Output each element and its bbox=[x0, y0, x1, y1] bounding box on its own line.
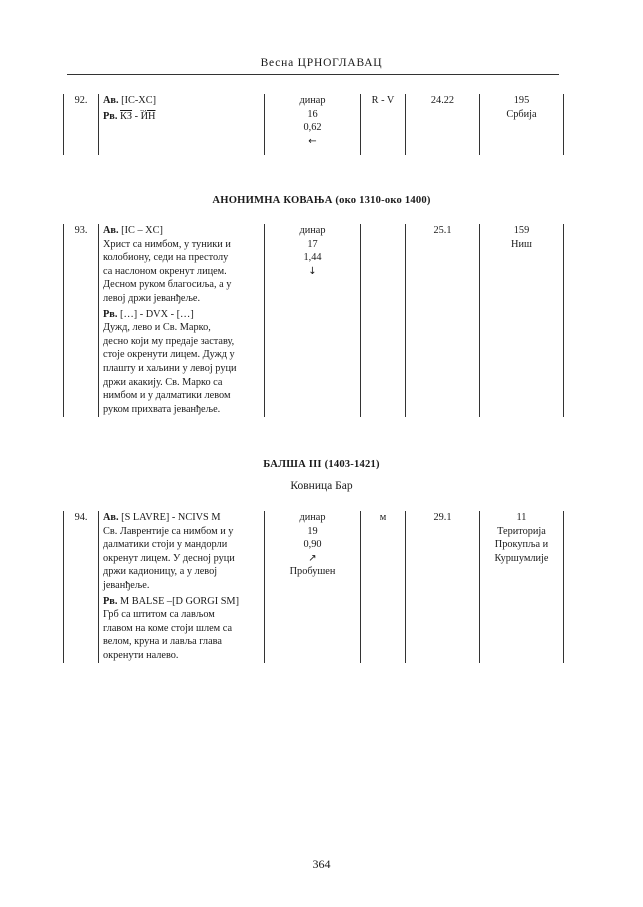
entry-number: 93. bbox=[63, 224, 98, 417]
obverse-label: Ав. bbox=[103, 512, 119, 523]
entry-number: 94. bbox=[63, 511, 98, 663]
reverse-line: Дужд, лево и Св. Марко, bbox=[103, 322, 211, 334]
obverse-line: Св. Лаврентије са нимбом и у bbox=[103, 525, 234, 537]
provenance-cell bbox=[479, 224, 564, 417]
provenance-place: Прокупља и bbox=[494, 539, 549, 551]
section-title-balsha: БАЛША III (1403-1421) bbox=[263, 459, 380, 470]
section-subtitle-mint: Ковница Бар bbox=[290, 480, 353, 492]
reverse-line: велом, круна и лавља глава bbox=[103, 636, 222, 648]
reverse-line: десно који му предаје заставу, bbox=[103, 335, 235, 347]
description-cell bbox=[98, 511, 264, 663]
provenance-number: 11 bbox=[516, 512, 527, 523]
reference-cell: 24.22 bbox=[405, 94, 479, 155]
catalog-entry-92 bbox=[63, 94, 564, 155]
weight-b: 1,44 bbox=[303, 252, 322, 264]
obverse-line: држи кадионицу, а у левој bbox=[103, 566, 218, 578]
reverse-line: плашту и хаљини у левој руци bbox=[103, 362, 237, 374]
entry-number: 92. bbox=[63, 94, 98, 155]
rarity-cell: R - V bbox=[360, 94, 405, 155]
obverse-line: окренут лицем. У десној руци bbox=[103, 552, 235, 564]
rarity-cell: м bbox=[360, 511, 405, 663]
provenance-place: Територија bbox=[497, 525, 546, 537]
provenance-number: 159 bbox=[513, 225, 530, 236]
arrow-down-icon: ↓ bbox=[308, 265, 317, 277]
header-rule bbox=[67, 74, 559, 75]
reverse-line: стоје окренути лицем. Дужд у bbox=[103, 349, 235, 361]
reverse-line: главом на коме стоји шлем са bbox=[103, 622, 233, 634]
weight-a: 16 bbox=[307, 108, 318, 120]
reverse-legend: M BALSE –[D GORGI SM] bbox=[120, 595, 240, 607]
reverse-label: Рв. bbox=[103, 595, 118, 607]
obverse-legend: [IC-XC] bbox=[121, 95, 157, 106]
table-row bbox=[63, 511, 564, 663]
denomination: динар bbox=[299, 512, 326, 523]
provenance-place: Србија bbox=[506, 108, 537, 120]
rarity-cell bbox=[360, 224, 405, 417]
obverse-line: колобиону, седи на престолу bbox=[103, 252, 229, 264]
obverse-label: Ав. bbox=[103, 225, 119, 236]
arrow-left-icon: ← bbox=[308, 135, 317, 147]
provenance-cell bbox=[479, 511, 564, 663]
provenance-number: 195 bbox=[513, 95, 530, 106]
denomination: динар bbox=[299, 95, 326, 106]
reference-cell: 25.1 bbox=[405, 224, 479, 417]
table-row bbox=[63, 94, 564, 155]
reverse-line: нимбом и у далматики левом bbox=[103, 390, 231, 402]
weight-a: 17 bbox=[307, 238, 318, 250]
obverse-legend: [IC – XC] bbox=[121, 225, 163, 236]
obverse-line: јеванђеље. bbox=[103, 579, 150, 591]
reference-cell: 29.1 bbox=[405, 511, 479, 663]
obverse-line: Десном руком благосиља, а у bbox=[103, 279, 232, 291]
reverse-line: држи акакију. Св. Марко са bbox=[103, 376, 223, 388]
provenance-cell bbox=[479, 94, 564, 155]
weight-a: 19 bbox=[307, 525, 318, 537]
provenance-place: Ниш bbox=[511, 238, 532, 250]
denomination: динар bbox=[299, 225, 326, 236]
reverse-legend: […] - DVX - […] bbox=[120, 308, 194, 320]
reverse-legend-a: КЗ bbox=[120, 110, 133, 122]
description-cell bbox=[98, 224, 264, 417]
denomination-cell bbox=[264, 511, 360, 663]
obverse-label: Ав. bbox=[103, 95, 119, 106]
reverse-legend-b: ЙН bbox=[140, 110, 156, 122]
obverse-legend: [S LAVRE] - NCIVS M bbox=[121, 512, 221, 523]
reverse-label: Рв. bbox=[103, 308, 118, 320]
obverse-line: са наслоном окренут лицем. bbox=[103, 265, 227, 277]
catalog-entry-94 bbox=[63, 511, 564, 663]
provenance-place: Куршумлије bbox=[494, 552, 549, 564]
denomination-cell bbox=[264, 94, 360, 155]
weight-b: 0,62 bbox=[303, 122, 322, 134]
page-number: 364 bbox=[312, 857, 331, 871]
description-cell bbox=[98, 94, 264, 155]
reverse-separator: - bbox=[132, 110, 141, 122]
table-row bbox=[63, 224, 564, 417]
running-head: Весна ЦРНОГЛАВАЦ bbox=[260, 57, 383, 69]
obverse-line: далматики стоји у мандорли bbox=[103, 539, 228, 551]
catalog-entry-93 bbox=[63, 224, 564, 417]
condition-note: Пробушен bbox=[289, 565, 336, 577]
obverse-line: левој држи јеванђеље. bbox=[103, 292, 201, 304]
denomination-cell bbox=[264, 224, 360, 417]
obverse-line: Христ са нимбом, у туники и bbox=[103, 238, 231, 250]
weight-b: 0,90 bbox=[303, 539, 322, 551]
section-title-anonymous: АНОНИМНА КОВАЊА (око 1310-око 1400) bbox=[212, 195, 431, 206]
arrow-up-right-icon: ↗ bbox=[308, 552, 317, 564]
reverse-label: Рв. bbox=[103, 110, 118, 122]
reverse-line: окренути налево. bbox=[103, 649, 179, 661]
reverse-line: руком прихвата јеванђеље. bbox=[103, 403, 221, 415]
reverse-line: Грб са штитом са лављом bbox=[103, 609, 215, 621]
